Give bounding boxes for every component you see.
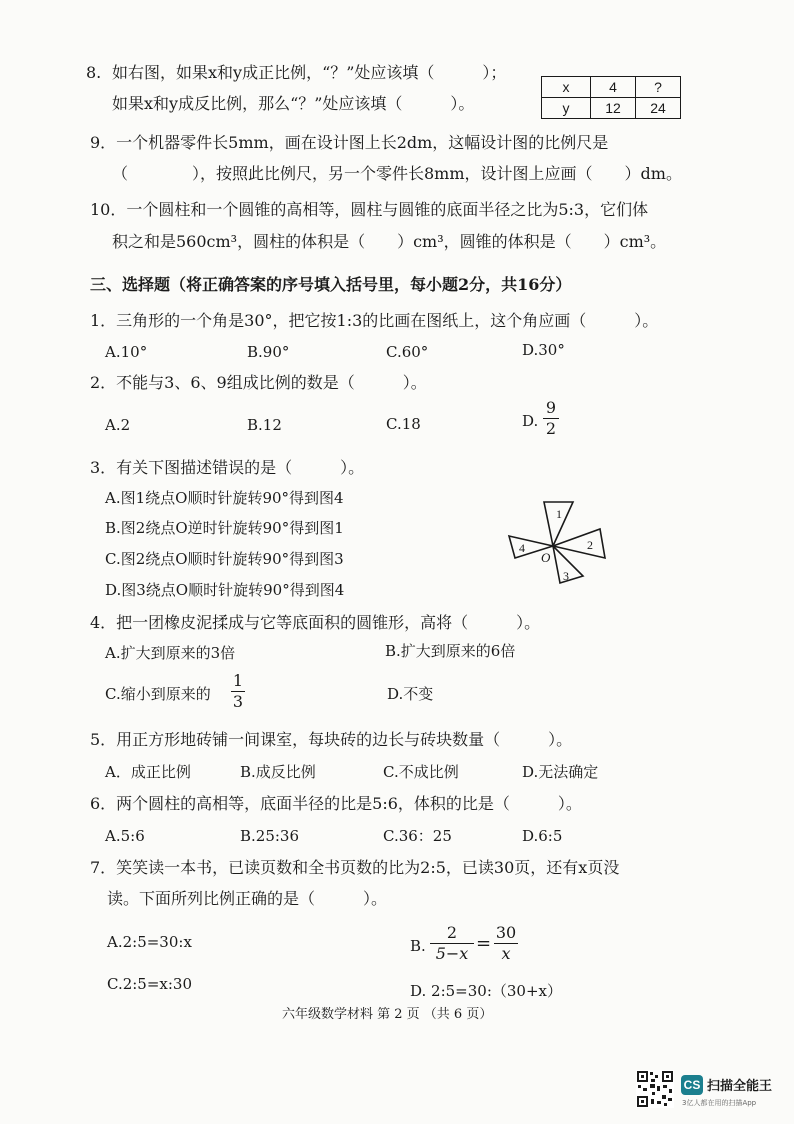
- c7-option-b-fraction-right: [494, 924, 518, 963]
- c7-option-b-fraction-left: [430, 924, 474, 963]
- c5-stem: 5．用正方形地砖铺一间课室，每块砖的边长与砖块数量（ ）。: [90, 730, 573, 749]
- c5-option-c: C.不成比例: [383, 763, 459, 781]
- c5-option-a: A．成正比例: [105, 763, 191, 781]
- c2-stem: 2．不能与3、6、9组成比例的数是（ ）。: [90, 373, 427, 392]
- xy-table: [541, 76, 681, 119]
- section-title: 三、选择题（将正确答案的序号填入括号里，每小题2分，共16分）: [90, 275, 572, 294]
- scanner-app-name: 扫描全能王: [707, 1079, 773, 1094]
- q10-line1: 10．一个圆柱和一个圆锥的高相等，圆柱与圆锥的底面半径之比为5:3，它们体: [90, 200, 649, 219]
- q9-line1: 9．一个机器零件长5mm，画在设计图上长2dm，这幅设计图的比例尺是: [90, 133, 609, 152]
- c4-option-c-prefix: C.缩小到原来的: [105, 685, 211, 703]
- q10-line2: 积之和是560cm³，圆柱的体积是（ ）cm³，圆锥的体积是（ ）cm³。: [112, 232, 667, 251]
- q8-number: 8.: [86, 63, 102, 82]
- c4-option-a: A.扩大到原来的3倍: [105, 644, 236, 662]
- c6-option-d: D.6:5: [522, 827, 563, 845]
- label-2: 2: [587, 538, 593, 552]
- fraction-numerator: 9: [545, 398, 557, 417]
- c2-option-d-prefix: D.: [522, 412, 539, 430]
- q8-line2: 如果x和y成反比例，那么“？”处应该填（ ）。: [112, 94, 475, 113]
- c1-stem: 1．三角形的一个角是30°，把它按1:3的比画在图纸上，这个角应画（ ）。: [90, 311, 659, 330]
- c3-option-a: A.图1绕点O顺时针旋转90°得到图4: [105, 489, 344, 507]
- c6-option-b: B.25:36: [240, 827, 300, 845]
- camscanner-logo-icon: CS: [681, 1075, 703, 1095]
- c6-option-c: C.36：25: [383, 827, 452, 845]
- c4-option-d: D.不变: [387, 685, 434, 703]
- c7-option-b-equals: =: [476, 933, 492, 954]
- label-3: 3: [563, 569, 569, 583]
- label-1: 1: [556, 507, 562, 521]
- c1-option-b: B.90°: [247, 343, 290, 361]
- c4-stem: 4．把一团橡皮泥揉成与它等底面积的圆锥形，高将（ ）。: [90, 613, 541, 632]
- label-o: O: [541, 550, 551, 565]
- c4-option-c-fraction: [231, 672, 245, 711]
- c6-stem: 6．两个圆柱的高相等，底面半径的比是5:6，体积的比是（ ）。: [90, 794, 582, 813]
- c2-option-b: B.12: [247, 416, 282, 434]
- c1-option-d: D.30°: [522, 341, 565, 359]
- c6-option-a: A.5:6: [105, 827, 145, 845]
- fraction-numerator: 1: [232, 671, 244, 690]
- c7-option-a: A.2:5=30:x: [107, 933, 192, 951]
- xy-cell: 24: [636, 98, 681, 119]
- c7-option-c: C.2:5=x:30: [107, 975, 193, 993]
- fraction-denominator: x: [501, 944, 511, 963]
- page-footer: 六年级数学材料 第 2 页 （共 6 页）: [282, 1007, 493, 1022]
- fraction-denominator: 5−x: [435, 944, 469, 963]
- q9-line2: （ ），按照此比例尺，另一个零件长8mm，设计图上应画（ ）dm。: [112, 164, 682, 183]
- q8-line1: 如右图，如果x和y成正比例，“？”处应该填（ ）；: [112, 63, 507, 82]
- c1-option-c: C.60°: [386, 343, 429, 361]
- c7-option-b-prefix: B.: [410, 937, 426, 955]
- fraction-denominator: 3: [232, 692, 244, 711]
- fraction-denominator: 2: [545, 419, 557, 438]
- fraction-numerator: 2: [446, 923, 458, 942]
- c4-option-b: B.扩大到原来的6倍: [385, 642, 516, 660]
- c5-option-d: D.无法确定: [522, 763, 599, 781]
- qr-code-icon: [636, 1070, 674, 1108]
- xy-cell: x: [542, 77, 591, 98]
- c2-option-d-fraction: [543, 399, 559, 438]
- fraction-numerator: 30: [495, 923, 517, 942]
- label-4: 4: [519, 541, 525, 555]
- c2-option-c: C.18: [386, 415, 421, 433]
- xy-cell: ?: [636, 77, 681, 98]
- c7-line1: 7．笑笑读一本书，已读页数和全书页数的比为2:5，已读30页，还有x页没: [90, 858, 620, 877]
- c2-option-a: A.2: [105, 416, 131, 434]
- xy-cell: 12: [591, 98, 636, 119]
- rotation-figure: [505, 496, 615, 586]
- c3-option-c: C.图2绕点O顺时针旋转90°得到图3: [105, 550, 344, 568]
- c1-option-a: A.10°: [105, 343, 148, 361]
- xy-cell: 4: [591, 77, 636, 98]
- xy-cell: y: [542, 98, 591, 119]
- c7-option-d: D. 2:5=30:（30+x）: [410, 982, 562, 1000]
- c3-stem: 3．有关下图描述错误的是（ ）。: [90, 458, 365, 477]
- scanner-tagline: 3亿人都在用的扫描App: [682, 1099, 757, 1107]
- c7-line2: 读。下面所列比例正确的是（ ）。: [107, 889, 388, 908]
- c5-option-b: B.成反比例: [240, 763, 316, 781]
- c3-option-b: B.图2绕点O逆时针旋转90°得到图1: [105, 519, 344, 537]
- c3-option-d: D.图3绕点O顺时针旋转90°得到图4: [105, 581, 345, 599]
